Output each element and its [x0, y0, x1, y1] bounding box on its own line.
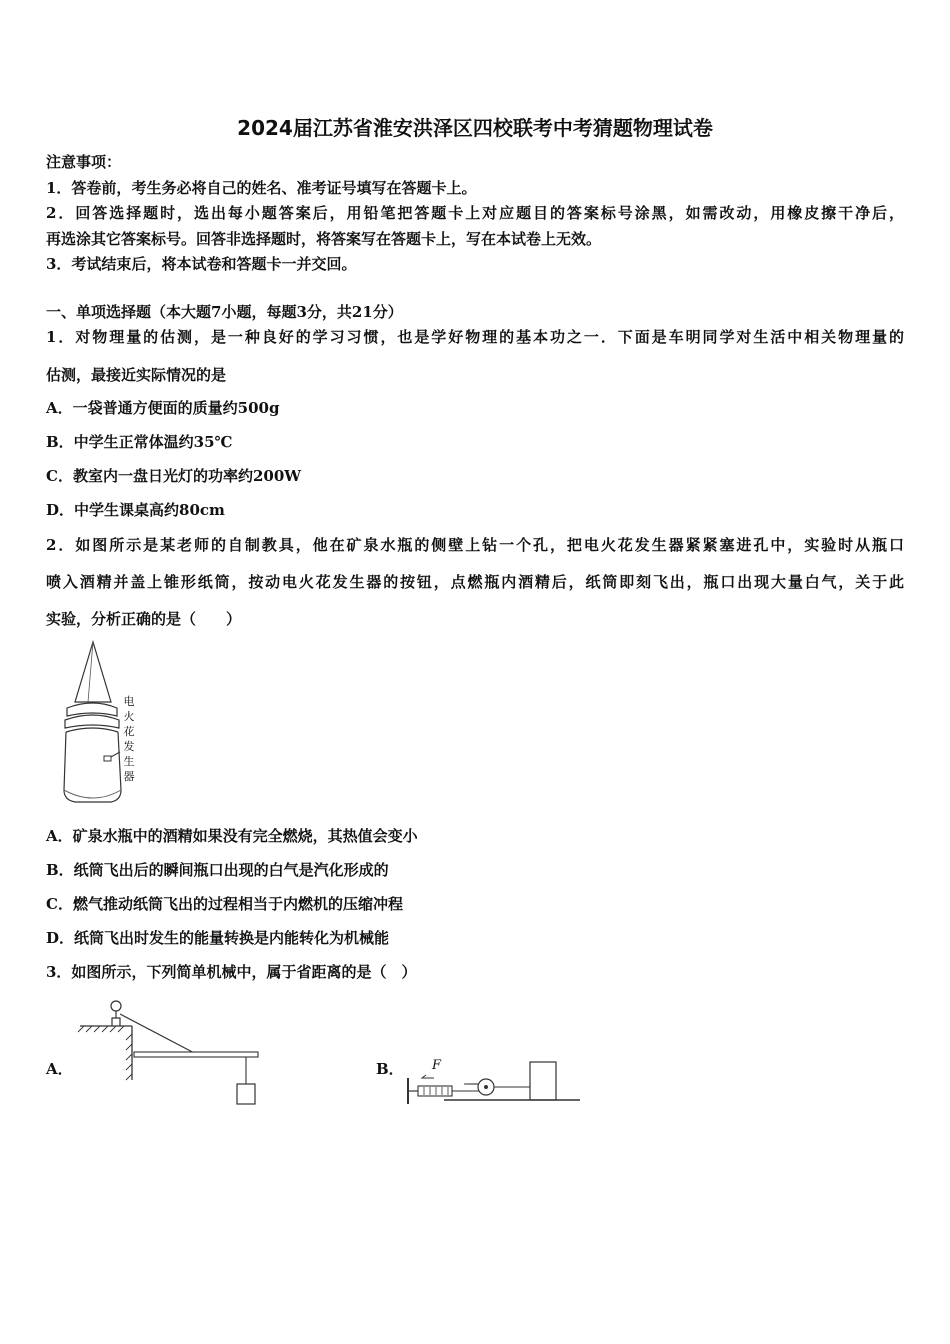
option: C．教室内一盘日光灯的功率约200W — [46, 467, 302, 485]
notice-item: 1．答卷前，考生务必将自己的姓名、准考证号填写在答题卡上。 — [46, 179, 477, 197]
question-stem: 估测，最接近实际情况的是 — [46, 366, 227, 384]
notice-item: 2．回答选择题时，选出每小题答案后，用铅笔把答题卡上对应题目的答案标号涂黑，如需改动，用橡皮擦干净后， — [46, 204, 904, 222]
question-stem: 2．如图所示是某老师的自制教具，他在矿泉水瓶的侧壁上钻一个孔，把电火花发生器紧紧塞进孔中，实验时从瓶口 — [46, 536, 904, 554]
option: B．中学生正常体温约35℃ — [46, 433, 233, 451]
question-stem: 喷入酒精并盖上锥形纸筒，按动电火花发生器的按钮，点燃瓶内酒精后，纸筒即刻飞出，瓶口出现大量白气，关于此 — [46, 573, 904, 591]
section-heading: 一、单项选择题（本大题7小题，每题3分，共21分） — [46, 303, 403, 321]
option: C．燃气推动纸筒飞出的过程相当于内燃机的压缩冲程 — [46, 895, 403, 913]
option: D．纸筒飞出时发生的能量转换是内能转化为机械能 — [46, 929, 390, 947]
question-stem: 1．对物理量的估测，是一种良好的学习习惯，也是学好物理的基本功之一．下面是车明同学对生活中相关物理量的 — [46, 328, 904, 346]
page-title: 2024届江苏省淮安洪泽区四校联考中考猜题物理试卷 — [237, 116, 713, 140]
notice-item: 再选涂其它答案标号。回答非选择题时，将答案写在答题卡上，写在本试卷上无效。 — [46, 230, 602, 248]
figure-label: 电 火 花 发 生 器 — [123, 695, 135, 783]
option: A．一袋普通方便面的质量约500g — [46, 399, 280, 417]
lever-figure — [76, 994, 266, 1110]
question-stem: 3．如图所示，下列简单机械中，属于省距离的是（ ） — [46, 963, 417, 981]
option-b-label: B． — [376, 1060, 404, 1078]
notice-item: 3．考试结束后，将本试卷和答题卡一并交回。 — [46, 255, 357, 273]
pulley-figure — [404, 1056, 584, 1112]
question-stem: 实验，分析正确的是（ ） — [46, 610, 242, 628]
option: A．矿泉水瓶中的酒精如果没有完全燃烧，其热值会变小 — [46, 827, 418, 845]
notice-heading: 注意事项： — [46, 153, 122, 171]
option: B．纸筒飞出后的瞬间瓶口出现的白气是汽化形成的 — [46, 861, 389, 879]
option: D．中学生课桌高约80cm — [46, 501, 225, 519]
option-a-label: A． — [46, 1060, 73, 1078]
force-label: F — [432, 1058, 442, 1073]
